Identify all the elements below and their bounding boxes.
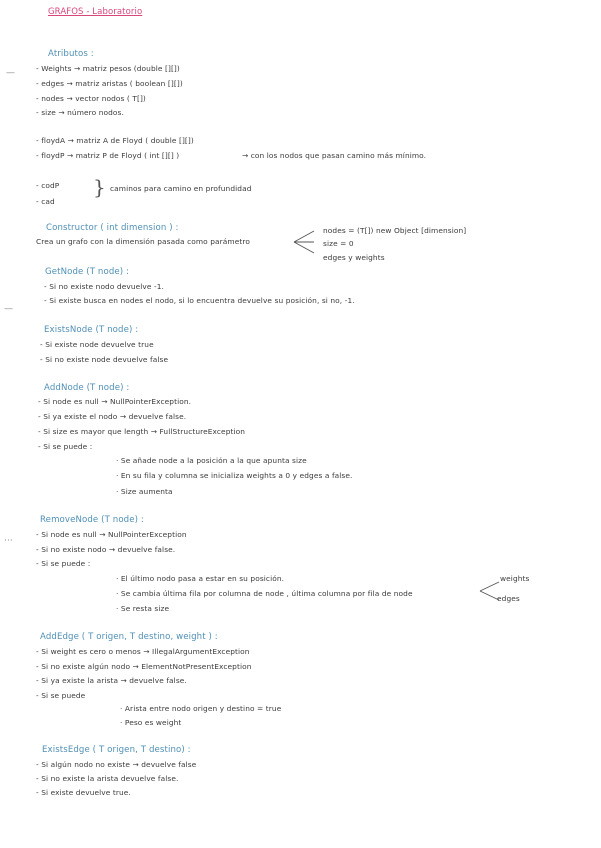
existsedge-line: - Si algún nodo no existe → devuelve false	[36, 760, 197, 769]
existsnode-line: - Si no existe node devuelve false	[40, 355, 169, 364]
addnode-line: - Si node es null → NullPointerException.	[38, 397, 192, 406]
removenode-line: - Si node es null → NullPointerException	[36, 530, 187, 539]
addnode-line: - Si size es mayor que length → FullStructureException	[38, 427, 246, 436]
removenode-line: - Si se puede :	[36, 559, 91, 568]
getnode-line: - Si no existe nodo devuelve -1.	[44, 282, 165, 291]
constructor-branch-arrows	[292, 228, 322, 258]
removenode-branch: weights	[500, 574, 530, 583]
constructor-line: Crea un grafo con la dimensión pasada como parámetro	[36, 237, 250, 246]
section-heading-atributos: Atributos :	[48, 49, 94, 59]
attribute-line: - floydA → matriz A de Floyd ( double [][])	[36, 136, 194, 145]
getnode-line: - Si existe busca en nodes el nodo, si lo encuentra devuelve su posición, si no, -1.	[44, 296, 355, 305]
removenode-line: - Si no existe nodo → devuelve false.	[36, 545, 176, 554]
removenode-subline: · Se resta size	[116, 604, 170, 613]
addnode-line: - Si se puede :	[38, 442, 93, 451]
addnode-subline: · En su fila y columna se inicializa weights a 0 y edges a false.	[116, 471, 353, 480]
attribute-line: - Weights → matriz pesos (double [][])	[36, 64, 180, 73]
section-heading-getnode: GetNode (T node) :	[45, 267, 130, 277]
addedge-subline: · Arista entre nodo origen y destino = true	[120, 704, 282, 713]
attribute-line: - codP	[36, 181, 60, 190]
constructor-branch: nodes = (T[]) new Object [dimension]	[323, 226, 467, 235]
floyd-note: → con los nodos que pasan camino más mínimo.	[242, 151, 427, 160]
margin-mark: —	[4, 304, 14, 314]
brace-codp-cad: }	[93, 175, 106, 199]
attribute-line: - nodes → vector nodos ( T[])	[36, 94, 146, 103]
addedge-line: - Si weight es cero o menos → IllegalArgumentException	[36, 647, 250, 656]
existsedge-line: - Si no existe la arista devuelve false.	[36, 774, 179, 783]
section-heading-existsedge: ExistsEdge ( T origen, T destino) :	[42, 745, 191, 755]
section-heading-constructor: Constructor ( int dimension ) :	[46, 223, 179, 233]
removenode-branch: edges	[497, 594, 520, 603]
addedge-line: - Si se puede	[36, 691, 86, 700]
existsedge-line: - Si existe devuelve true.	[36, 788, 131, 797]
removenode-subline: · Se cambia última fila por columna de node , última columna por fila de node	[116, 589, 413, 598]
addedge-line: - Si no existe algún nodo → ElementNotPresentException	[36, 662, 252, 671]
addnode-line: - Si ya existe el nodo → devuelve false.	[38, 412, 187, 421]
section-heading-addnode: AddNode (T node) :	[44, 383, 130, 393]
section-heading-removenode: RemoveNode (T node) :	[40, 515, 144, 525]
constructor-branch: size = 0	[323, 239, 354, 248]
attribute-line: - floydP → matriz P de Floyd ( int [][] )	[36, 151, 180, 160]
codp-note: caminos para camino en profundidad	[110, 184, 252, 193]
margin-mark: ···	[4, 536, 13, 546]
addedge-subline: · Peso es weight	[120, 718, 182, 727]
addedge-line: - Si ya existe la arista → devuelve false.	[36, 676, 187, 685]
existsnode-line: - Si existe node devuelve true	[40, 340, 154, 349]
addnode-subline: · Se añade node a la posición a la que apunta size	[116, 456, 307, 465]
removenode-subline: · El último nodo pasa a estar en su posición.	[116, 574, 285, 583]
section-heading-existsnode: ExistsNode (T node) :	[44, 325, 139, 335]
attribute-line: - cad	[36, 197, 55, 206]
margin-mark: —	[6, 68, 16, 78]
section-heading-addedge: AddEdge ( T origen, T destino, weight ) :	[40, 632, 218, 642]
addnode-subline: · Size aumenta	[116, 487, 173, 496]
attribute-line: - edges → matriz aristas ( boolean [][])	[36, 79, 183, 88]
constructor-branch: edges y weights	[323, 253, 385, 262]
page-title: GRAFOS - Laboratorio	[48, 7, 143, 17]
attribute-line: - size → número nodos.	[36, 108, 124, 117]
